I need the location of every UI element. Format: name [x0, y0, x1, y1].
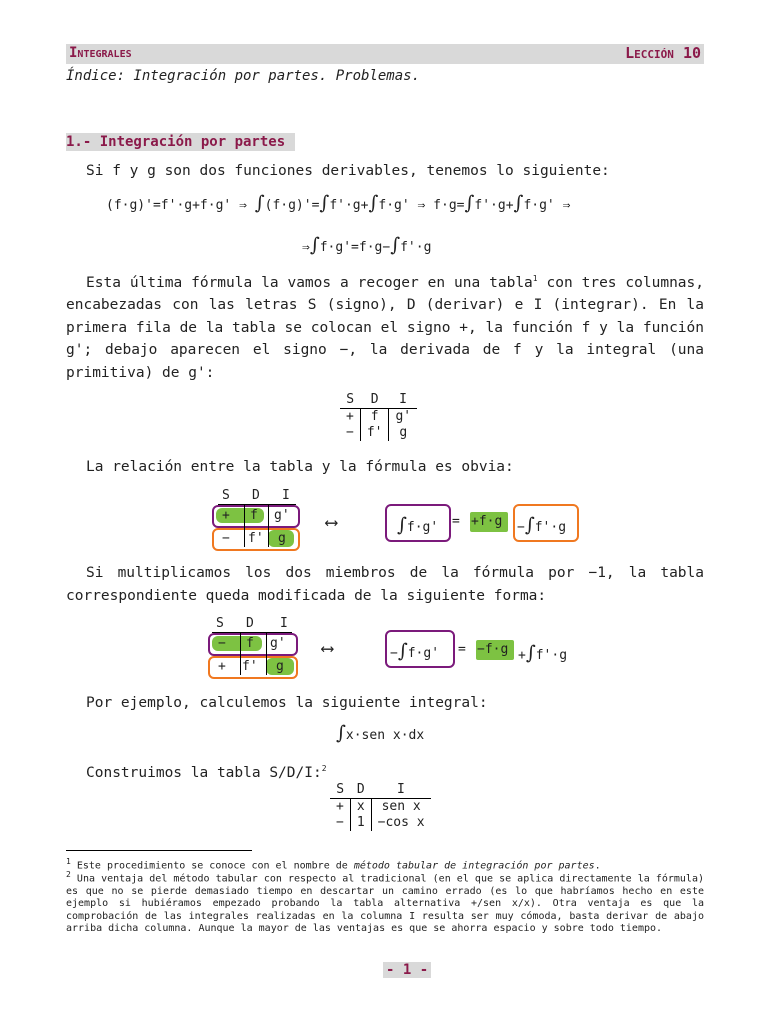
p2-text: Esta última fórmula la vamos a recoger en una tabla — [86, 274, 533, 291]
head-i: I — [280, 616, 288, 631]
rhs-text: f'·g — [534, 520, 567, 535]
footnote-ref: 2 — [321, 764, 327, 773]
table-cell: g' — [389, 409, 417, 426]
footnote-separator — [66, 850, 252, 851]
rhs-formula: +∫f'·g — [518, 642, 568, 664]
formula-lhs-box: −∫f·g' — [385, 630, 455, 668]
lhs-text: f·g' — [407, 646, 440, 661]
formula-part: f'·g+ — [474, 198, 514, 213]
formula-lhs-box: ∫f·g' — [385, 504, 451, 542]
lhs-sign: − — [390, 646, 398, 661]
index-line: Índice: Integración por partes. Problemas. — [66, 68, 421, 84]
table-head: D — [350, 782, 371, 799]
rhs-sign: − — [517, 520, 525, 535]
example-integral: ∫x·sen x·dx — [336, 722, 425, 744]
green-term — [470, 512, 508, 532]
header-title: Integrales — [69, 45, 132, 61]
formula-1: (f·g)'=f'·g+f·g' ⇒ ∫(f·g)'=∫f'·g+∫f·g' ⇒ f·g=∫f'·g+∫f·g' ⇒ — [106, 192, 571, 214]
head-d: D — [252, 488, 260, 503]
formula-rhs-box: −∫f'·g — [513, 504, 579, 542]
page-header — [66, 44, 704, 64]
table-cell: x — [350, 799, 371, 816]
formula-part: f·g' — [523, 198, 555, 213]
table-cell: + — [346, 409, 354, 424]
cell: g — [276, 659, 284, 674]
equals: = — [452, 514, 460, 529]
formula-part: f·g= — [433, 198, 465, 213]
cell: g' — [270, 636, 286, 651]
fn1-text: Este procedimiento se conoce con el nombre de — [76, 860, 354, 872]
mid-text: −f·g — [477, 642, 509, 657]
table-head: S — [340, 392, 360, 409]
formula-part: f·g'=f·g− — [319, 240, 391, 255]
diagram-head — [218, 488, 296, 505]
cell: + — [218, 659, 226, 674]
table-cell: 1 — [350, 815, 371, 831]
fn1-emphasis: método tabular de integración por partes — [353, 860, 595, 872]
green-term — [476, 640, 514, 660]
head-d: D — [246, 616, 254, 631]
fn2-text: Una ventaja del método tabular con respecto al tradicional (en el que se aplica directamente la fórmula) es que no se pierde demasiado tiempo en descartar un camino errado (es lo que habríamos hecho en este ejemplo si hubiéramos empezado probando la tabla alternativa +/sen x/x). Otra ventaja es que la comprobación de las integrales realizadas en la columna I resulta ser muy cómoda, basta derivar de abajo arriba dicha columna. Aunque la mayor de las ventajas es que se ahorra espacio y sobre todo tiempo. — [66, 873, 704, 935]
footnote-2 — [66, 869, 704, 936]
paragraph-3: La relación entre la tabla y la fórmula es obvia: — [86, 459, 514, 475]
table-cell: g — [389, 425, 417, 441]
paragraph-4: Si multiplicamos los dos miembros de la fórmula por −1, la tabla correspondiente queda modificada de la siguiente forma: — [66, 565, 704, 604]
table-cell: − — [336, 815, 344, 830]
formula-part: f'·g+ — [329, 198, 369, 213]
cell: g' — [274, 508, 290, 523]
section-title: 1.- Integración por partes — [66, 133, 295, 151]
table-cell: − — [346, 425, 354, 440]
table-head: D — [360, 392, 389, 409]
diagram-1-table — [212, 488, 312, 554]
fn1-end: . — [594, 860, 601, 872]
mid-text: +f·g — [471, 514, 503, 529]
p6-text: Construimos la tabla S/D/I: — [86, 764, 322, 781]
page-number: - 1 - — [383, 962, 431, 978]
cell: g — [278, 531, 286, 546]
paragraph-1: Si f y g son dos funciones derivables, tenemos lo siguiente: — [86, 163, 610, 179]
lhs-text: f·g' — [406, 520, 439, 535]
paragraph-5: Por ejemplo, calculemos la siguiente integral: — [86, 695, 488, 711]
p2-text-rest: con tres columnas, encabezadas con las letras S (signo), D (derivar) e I (integrar). En la primera fila de la tabla se colocan el signo +, la función f y la función g'; debajo aparecen el signo −, la derivada de f y la integral (una primitiva) de g': — [66, 274, 704, 381]
double-arrow-icon: ⟷ — [322, 638, 333, 659]
rhs-sign: + — [518, 648, 526, 663]
table-head: S — [330, 782, 350, 799]
double-arrow-icon: ⟷ — [326, 512, 337, 533]
formula-part: f·g' — [378, 198, 410, 213]
paragraph-6 — [86, 758, 724, 784]
footnote-number: 2 — [66, 870, 71, 879]
cell: − — [222, 531, 230, 546]
formula-part: (f·g)'= — [264, 198, 320, 213]
table-sdi-2 — [330, 782, 431, 831]
diagram-2-table — [206, 616, 306, 682]
header-lesson: Lección 10 — [625, 44, 701, 62]
table-cell: sen x — [371, 799, 430, 816]
table-head: I — [371, 782, 430, 799]
table-cell: −cos x — [371, 815, 430, 831]
footnote-number: 1 — [66, 857, 71, 866]
cell: f — [250, 508, 258, 523]
table-cell: f' — [360, 425, 389, 441]
diagram-head — [212, 616, 292, 633]
table-cell: + — [336, 799, 344, 814]
head-s: S — [222, 488, 230, 503]
table-head: I — [389, 392, 417, 409]
cell: f — [246, 636, 254, 651]
table-cell: f — [360, 409, 389, 426]
head-i: I — [282, 488, 290, 503]
cell: + — [222, 508, 230, 523]
formula-part: (f·g)'=f'·g+f·g' — [106, 198, 232, 213]
cell: f' — [248, 531, 264, 546]
footnote-ref: 1 — [532, 274, 538, 283]
equals: = — [458, 642, 466, 657]
cell: f' — [242, 659, 258, 674]
formula-part: f'·g — [400, 240, 432, 255]
formula-2: ⇒∫f·g'=f·g−∫f'·g — [302, 234, 432, 256]
table-sdi-1 — [340, 392, 417, 441]
cell: − — [218, 636, 226, 651]
paragraph-2 — [66, 268, 704, 384]
integral-text: x·sen x·dx — [345, 728, 425, 743]
head-s: S — [216, 616, 224, 631]
rhs-text: f'·g — [535, 648, 568, 663]
